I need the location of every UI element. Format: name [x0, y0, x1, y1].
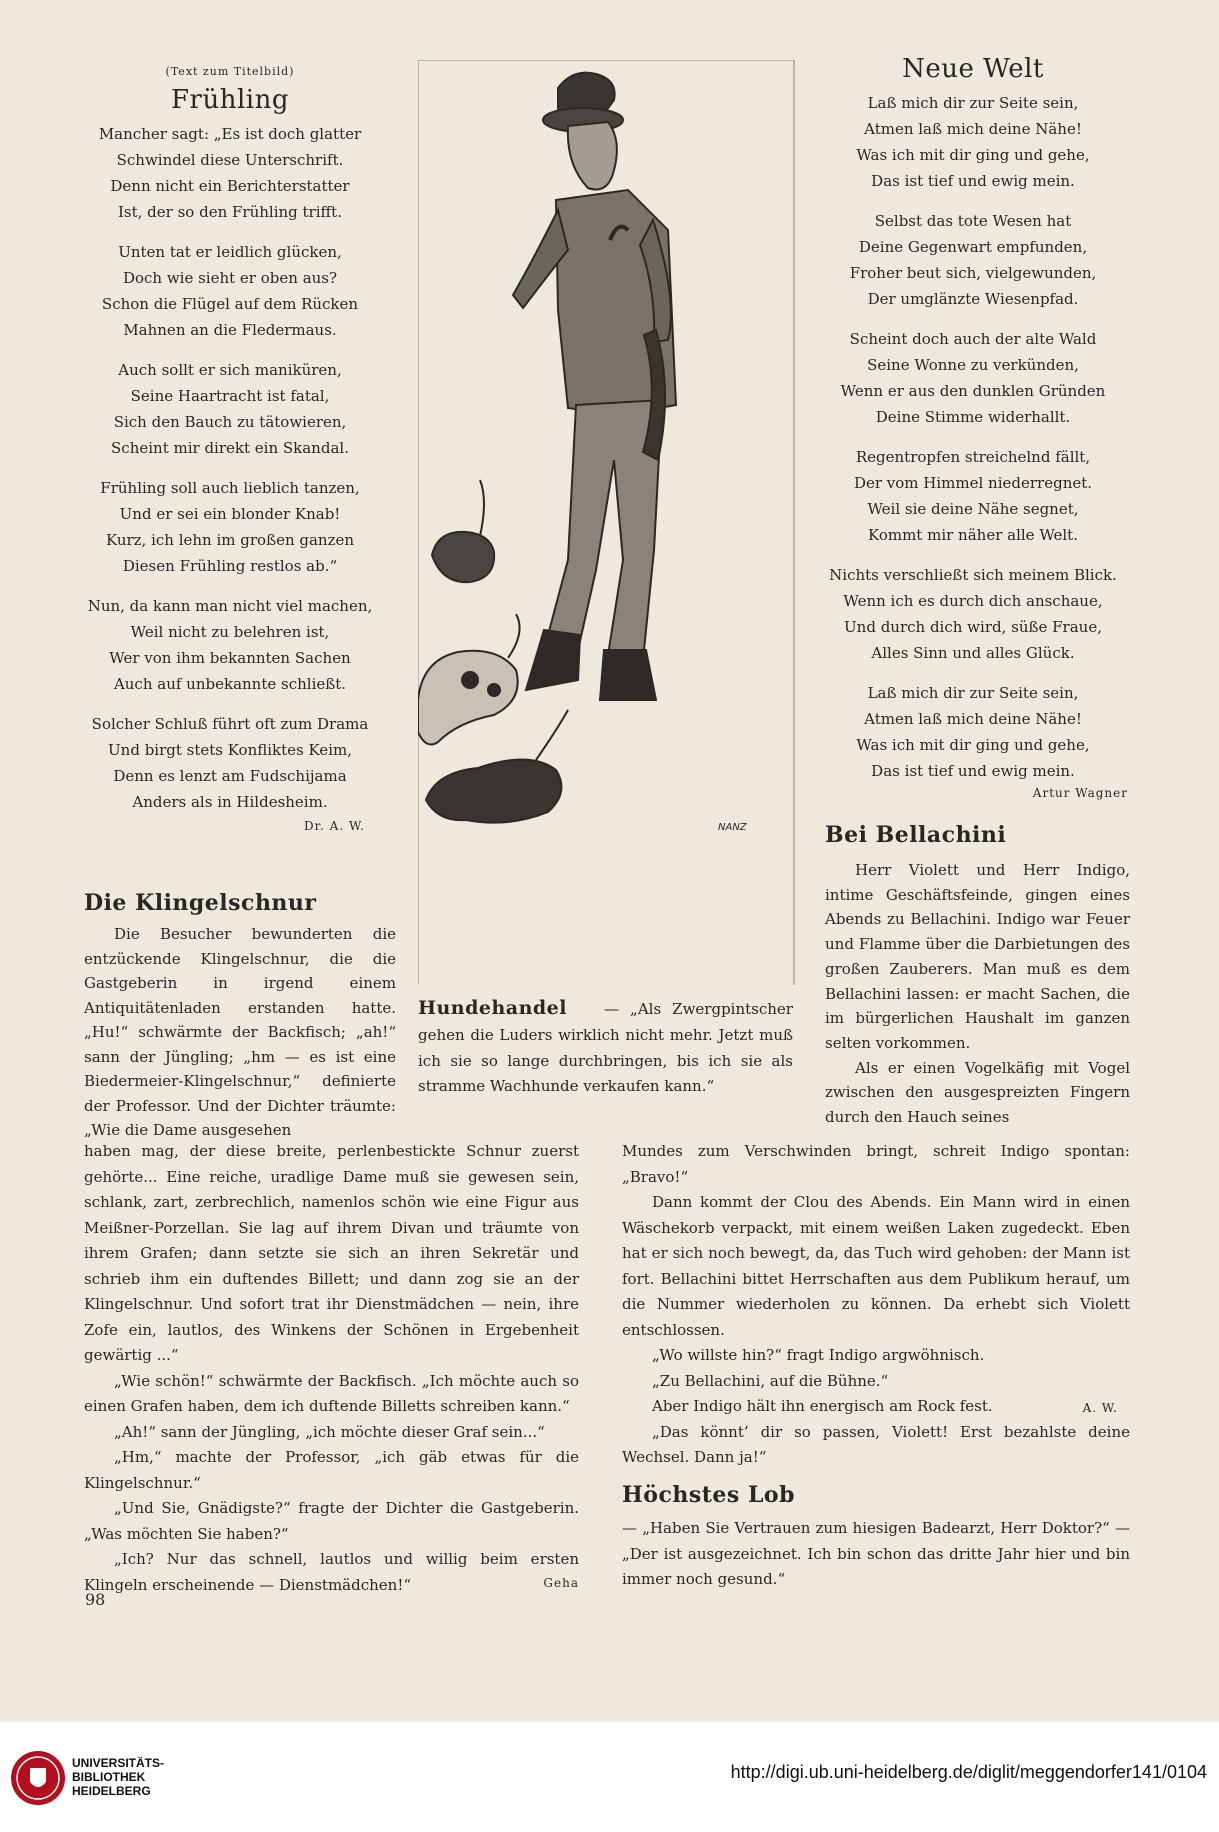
source-url[interactable]: http://digi.ub.uni-heidelberg.de/diglit/meggendorfer141/0104 — [730, 1762, 1207, 1782]
poem-line: Deine Gegenwart empfunden, — [858, 238, 1088, 256]
poem-line: Diesen Frühling restlos ab.“ — [122, 557, 338, 575]
article-text-narrow: Herr Violett und Herr Indigo, intime Geschäftsfeinde, gingen eines Abends zu Bellachini. Indigo war Feuer und Flamme über die Darbietungen des großen Zauberers. Man muß es dem Bellachini lassen: er macht Sachen, die im bürgerlichen Haushalt im ganzen selten vorkommen. — [825, 861, 1130, 1052]
poem-line: Laß mich dir zur Seite sein, — [867, 94, 1079, 112]
stanza — [818, 326, 1128, 430]
university-seal-icon — [10, 1750, 66, 1806]
paragraph: Aber Indigo hält ihn energisch am Rock fest. — [652, 1397, 993, 1415]
stanza — [85, 711, 375, 815]
illustration-frame — [418, 60, 796, 985]
poem-line: Wenn ich es durch dich anschaue, — [843, 592, 1103, 610]
title-caption: (Text zum Titelbild) — [165, 65, 295, 78]
hundehandel-caption — [418, 993, 793, 1100]
poem-line: Nichts verschließt sich meinem Blick. — [829, 566, 1117, 584]
poem-line: Der vom Himmel niederregnet. — [853, 474, 1093, 492]
caption-text: — „Als Zwergpintscher gehen die Luders wirklich nicht mehr. Jetzt muß ich sie so lange durchbringen, bis ich sie als stramme Wachhunde verkaufen kann.“ — [418, 1000, 793, 1095]
poem-title: Frühling — [171, 85, 289, 115]
hoechstes-lob-article — [622, 1480, 1130, 1593]
poem-line: Schwindel diese Unterschrift. — [116, 151, 344, 169]
klingelschnur-article — [84, 888, 396, 1143]
poem-line: Atmen laß mich deine Nähe! — [864, 120, 1082, 138]
poem-line: Unten tat er leidlich glücken, — [118, 243, 342, 261]
library-logo-text: UNIVERSITÄTS- BIBLIOTHEK HEIDELBERG — [72, 1756, 165, 1798]
poem-author: Artur Wagner — [1032, 786, 1128, 800]
poem-title: Neue Welt — [902, 54, 1044, 84]
stanza — [85, 357, 375, 461]
paragraph: Dann kommt der Clou des Abends. Ein Mann wird in einen Wäschekorb verpackt, mit einem weißen Laken zugedeckt. Eben hat er sich noch bewegt, da, das Tuch wird gehoben: der Mann ist fort. Bellachini bittet Herrschaften aus dem Publikum herauf, um die Nummer wiederholen zu können. Da erhebt sich Violett entschlossen. — [622, 1193, 1130, 1339]
poem-line: Was ich mit dir ging und gehe, — [856, 146, 1090, 164]
poem-line: Anders als in Hildesheim. — [132, 793, 328, 811]
poem-line: Das ist tief und ewig mein. — [871, 762, 1075, 780]
poem-line: Kommt mir näher alle Welt. — [868, 526, 1078, 544]
poem-line: Auch auf unbekannte schließt. — [113, 675, 347, 693]
poem-line: Schon die Flügel auf dem Rücken — [101, 295, 359, 313]
poem-stanzas — [85, 121, 375, 815]
poem-line: Wer von ihm bekannten Sachen — [109, 649, 351, 667]
paragraph: „Zu Bellachini, auf die Bühne.“ — [652, 1371, 889, 1390]
article-text-narrow-2: Als er einen Vogelkäfig mit Vogel zwischen den ausgespreizten Fingern durch den Hauch seines — [825, 1058, 1130, 1127]
bellachini-article — [825, 820, 1130, 1130]
poem-line: Weil sie deine Nähe segnet, — [867, 500, 1079, 518]
poem-line: Und durch dich wird, süße Fraue, — [844, 618, 1102, 636]
poem-line: Und birgt stets Konfliktes Keim, — [108, 741, 352, 759]
poem-line: Ist, der so den Frühling trifft. — [118, 203, 342, 221]
paragraph: „Wo willste hin?“ fragt Indigo argwöhnisch. — [652, 1346, 985, 1364]
section-title: Bei Bellachini — [825, 822, 1007, 848]
paragraph: Mundes zum Verschwinden bringt, schreit Indigo spontan: „Bravo!“ — [622, 1142, 1130, 1186]
poem-line: Solcher Schluß führt oft zum Drama — [91, 715, 369, 733]
fruehling-poem — [85, 63, 375, 833]
article-author: A. W. — [1082, 1401, 1118, 1415]
stanza — [818, 562, 1128, 666]
poem-author: Dr. A. W. — [303, 819, 365, 833]
neue-welt-poem — [818, 52, 1128, 800]
section-title: Die Klingelschnur — [84, 890, 317, 916]
paragraph: „Ich? Nur das schnell, lautlos und willig beim ersten Klingeln erscheinende — Dienstmädchen!“ — [84, 1550, 579, 1594]
poem-line: Scheint mir direkt ein Skandal. — [111, 439, 349, 457]
poem-line: Seine Haartracht ist fatal, — [130, 387, 330, 405]
stanza — [85, 475, 375, 579]
man-figure — [513, 73, 676, 700]
poem-line: Und er sei ein blonder Knab! — [119, 505, 341, 523]
stanza — [818, 90, 1128, 194]
poem-line: Laß mich dir zur Seite sein, — [867, 684, 1079, 702]
stanza — [85, 593, 375, 697]
poem-line: Auch sollt er sich maniküren, — [118, 361, 342, 379]
dog-small — [432, 480, 494, 582]
stanza — [85, 121, 375, 225]
paragraph: „Wie schön!“ schwärmte der Backfisch. „Ich möchte auch so einen Grafen haben, dem ich duftende Billetts schreiben kann.“ — [84, 1371, 579, 1415]
stanza — [818, 208, 1128, 312]
poem-line: Weil nicht zu belehren ist, — [130, 623, 330, 641]
poem-line: Seine Wonne zu verkünden, — [867, 356, 1079, 374]
stanza — [85, 239, 375, 343]
paragraph: „Hm,“ machte der Professor, „ich gäb etwas für die Klingelschnur.“ — [84, 1448, 579, 1492]
poem-line: Atmen laß mich deine Nähe! — [864, 710, 1082, 728]
poem-line: Was ich mit dir ging und gehe, — [856, 736, 1090, 754]
poem-line: Der umglänzte Wiesenpfad. — [867, 290, 1079, 308]
section-title: Höchstes Lob — [622, 1482, 795, 1508]
poem-line: Deine Stimme widerhallt. — [875, 408, 1071, 426]
poem-line: Das ist tief und ewig mein. — [871, 172, 1075, 190]
dog-spotted — [418, 614, 520, 744]
poem-line: Kurz, ich lehn im großen ganzen — [105, 531, 355, 549]
paragraph: „Das könnt’ dir so passen, Violett! Erst bezahlste deine Wechsel. Dann ja!“ — [622, 1422, 1130, 1466]
klingelschnur-continued — [84, 1139, 579, 1598]
poem-line: Mancher sagt: „Es ist doch glatter — [98, 125, 362, 143]
poem-line: Denn es lenzt am Fudschijama — [113, 767, 347, 785]
article-author: Geha — [543, 1576, 579, 1590]
poem-line: Regentropfen streichelnd fällt, — [855, 448, 1091, 466]
poem-line: Scheint doch auch der alte Wald — [849, 330, 1097, 348]
library-footer — [0, 1722, 1219, 1832]
stanza — [818, 444, 1128, 548]
poem-line: Froher beut sich, vielgewunden, — [849, 264, 1097, 282]
poem-line: Sich den Bauch zu tätowieren, — [113, 413, 347, 431]
poem-line: Denn nicht ein Berichterstatter — [110, 177, 350, 195]
poem-line: Alles Sinn und alles Glück. — [871, 644, 1075, 662]
poem-line: Wenn er aus den dunklen Gründen — [840, 382, 1106, 400]
article-text-wide — [622, 1139, 1130, 1471]
page-number: 98 — [85, 1590, 106, 1609]
article-text-wide — [84, 1139, 579, 1598]
poem-stanzas — [818, 90, 1128, 784]
article-text-narrow: Die Besucher bewunderten die entzückende Klingelschnur, die die Gastgeberin in irgend einem Antiquitätenladen erstanden hatte. „Hu!“ schwärmte der Backfisch; „ah!“ sann der Jüngling; „hm — es ist eine Biedermeier-Klingelschnur,“ definierte der Professor. Und der Dichter träumte: „Wie die Dame ausgesehen — [84, 925, 396, 1139]
hundehandel-illustration — [418, 60, 796, 985]
paragraph: „Ah!“ sann der Jüngling, „ich möchte dieser Graf sein...“ — [114, 1422, 545, 1441]
poem-line: Frühling soll auch lieblich tanzen, — [100, 479, 360, 497]
poem-line: Nun, da kann man nicht viel machen, — [87, 597, 373, 615]
stanza — [818, 680, 1128, 784]
poem-line: Doch wie sieht er oben aus? — [122, 269, 338, 287]
caption-title: Hundehandel — [418, 997, 567, 1019]
paragraph: „Und Sie, Gnädigste?“ fragte der Dichter die Gastgeberin. „Was möchten Sie haben?“ — [84, 1499, 579, 1543]
article-text: — „Haben Sie Vertrauen zum hiesigen Badearzt, Herr Doktor?“ — „Der ist ausgezeichnet. Ich bin schon das dritte Jahr hier und bin immer noch gesund.“ — [622, 1519, 1130, 1588]
poem-line: Mahnen an die Fledermaus. — [123, 321, 337, 339]
paragraph: haben mag, der diese breite, perlenbestickte Schnur zuerst gehörte... Eine reiche, uradlige Dame muß sie gewesen sein, schlank, zart, zerbrechlich, namenlos schön wie eine Figur aus Meißner-Porzellan. Sie lag auf ihrem Divan und träumte von ihrem Grafen; dann setzte sie sich an ihren Sekretär und schrieb ihm ein duftendes Billett; und dann zog sie an der Klingelschnur. Und sofort trat ihr Dienstmädchen — nein, ihre Zofe ein, lautlos, des Winkens der Schönen in Ergebenheit gewärtig ...“ — [84, 1142, 579, 1364]
bellachini-continued — [622, 1139, 1130, 1471]
artist-signature: NANZ — [718, 822, 747, 833]
poem-line: Selbst das tote Wesen hat — [874, 212, 1072, 230]
